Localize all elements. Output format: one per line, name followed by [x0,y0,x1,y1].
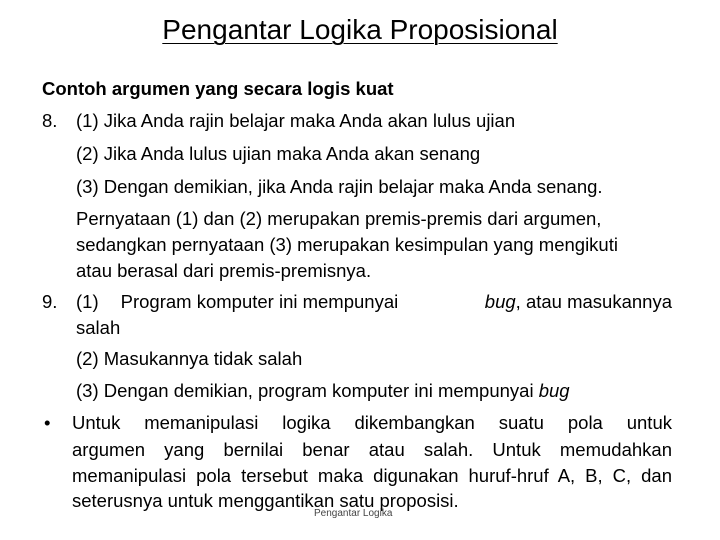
item-9-conclusion [76,382,570,401]
slide-title: Pengantar Logika Proposisional [162,14,558,45]
item-8-note-line-2: sedangkan pernyataan (3) merupakan kesimpulan yang mengikuti [76,234,618,255]
bullet-line-4: seterusnya untuk menggantikan satu proposisi. [72,490,459,511]
bullet-line-1: Untuk memanipulasi logika dikembangkan suatu pola untuk [72,412,672,433]
item-8-premise-2: (2) Jika Anda lulus ujian maka Anda akan senang [76,143,481,164]
bullet-line-3: memanipulasi pola tersebut maka digunakan huruf-hruf A, B, C, dan [72,465,672,486]
section-heading: Contoh argumen yang secara logis kuat [42,78,394,99]
bullet-mark: • [44,412,51,433]
item-8-number: 8. [42,110,58,131]
item-9-conclusion-bug: bug [538,380,570,401]
footer-label: Pengantar Logika [314,508,393,519]
item-9-premise-1-label: (1) [76,291,99,312]
item-9-premise-1-cont: salah [76,317,121,338]
item-8-conclusion: (3) Dengan demikian, jika Anda rajin belajar maka Anda senang. [76,176,603,197]
item-9-premise-1-text [121,293,672,312]
item-9-premise-1-bug-wrap [485,293,672,312]
item-9-premise-2: (2) Masukannya tidak salah [76,348,303,369]
item-9-bug-term: bug [484,291,516,312]
item-9-premise-1-main: Program komputer ini mempunyai [120,291,399,312]
item-8-note-line-3: atau berasal dari premis-premisnya. [76,260,372,281]
item-9-number: 9. [42,291,58,312]
item-9-premise-1-rest: , atau masukannya [515,291,672,312]
item-8-note-line-1: Pernyataan (1) dan (2) merupakan premis-premis dari argumen, [76,208,602,229]
bullet-line-2: argumen yang bernilai benar atau salah. Untuk memudahkan [72,439,672,460]
item-8-premise-1: (1) Jika Anda rajin belajar maka Anda akan lulus ujian [76,110,516,131]
item-9-conclusion-main: (3) Dengan demikian, program komputer ini mempunyai [76,380,534,401]
item-9-premise-1-line [76,293,672,312]
